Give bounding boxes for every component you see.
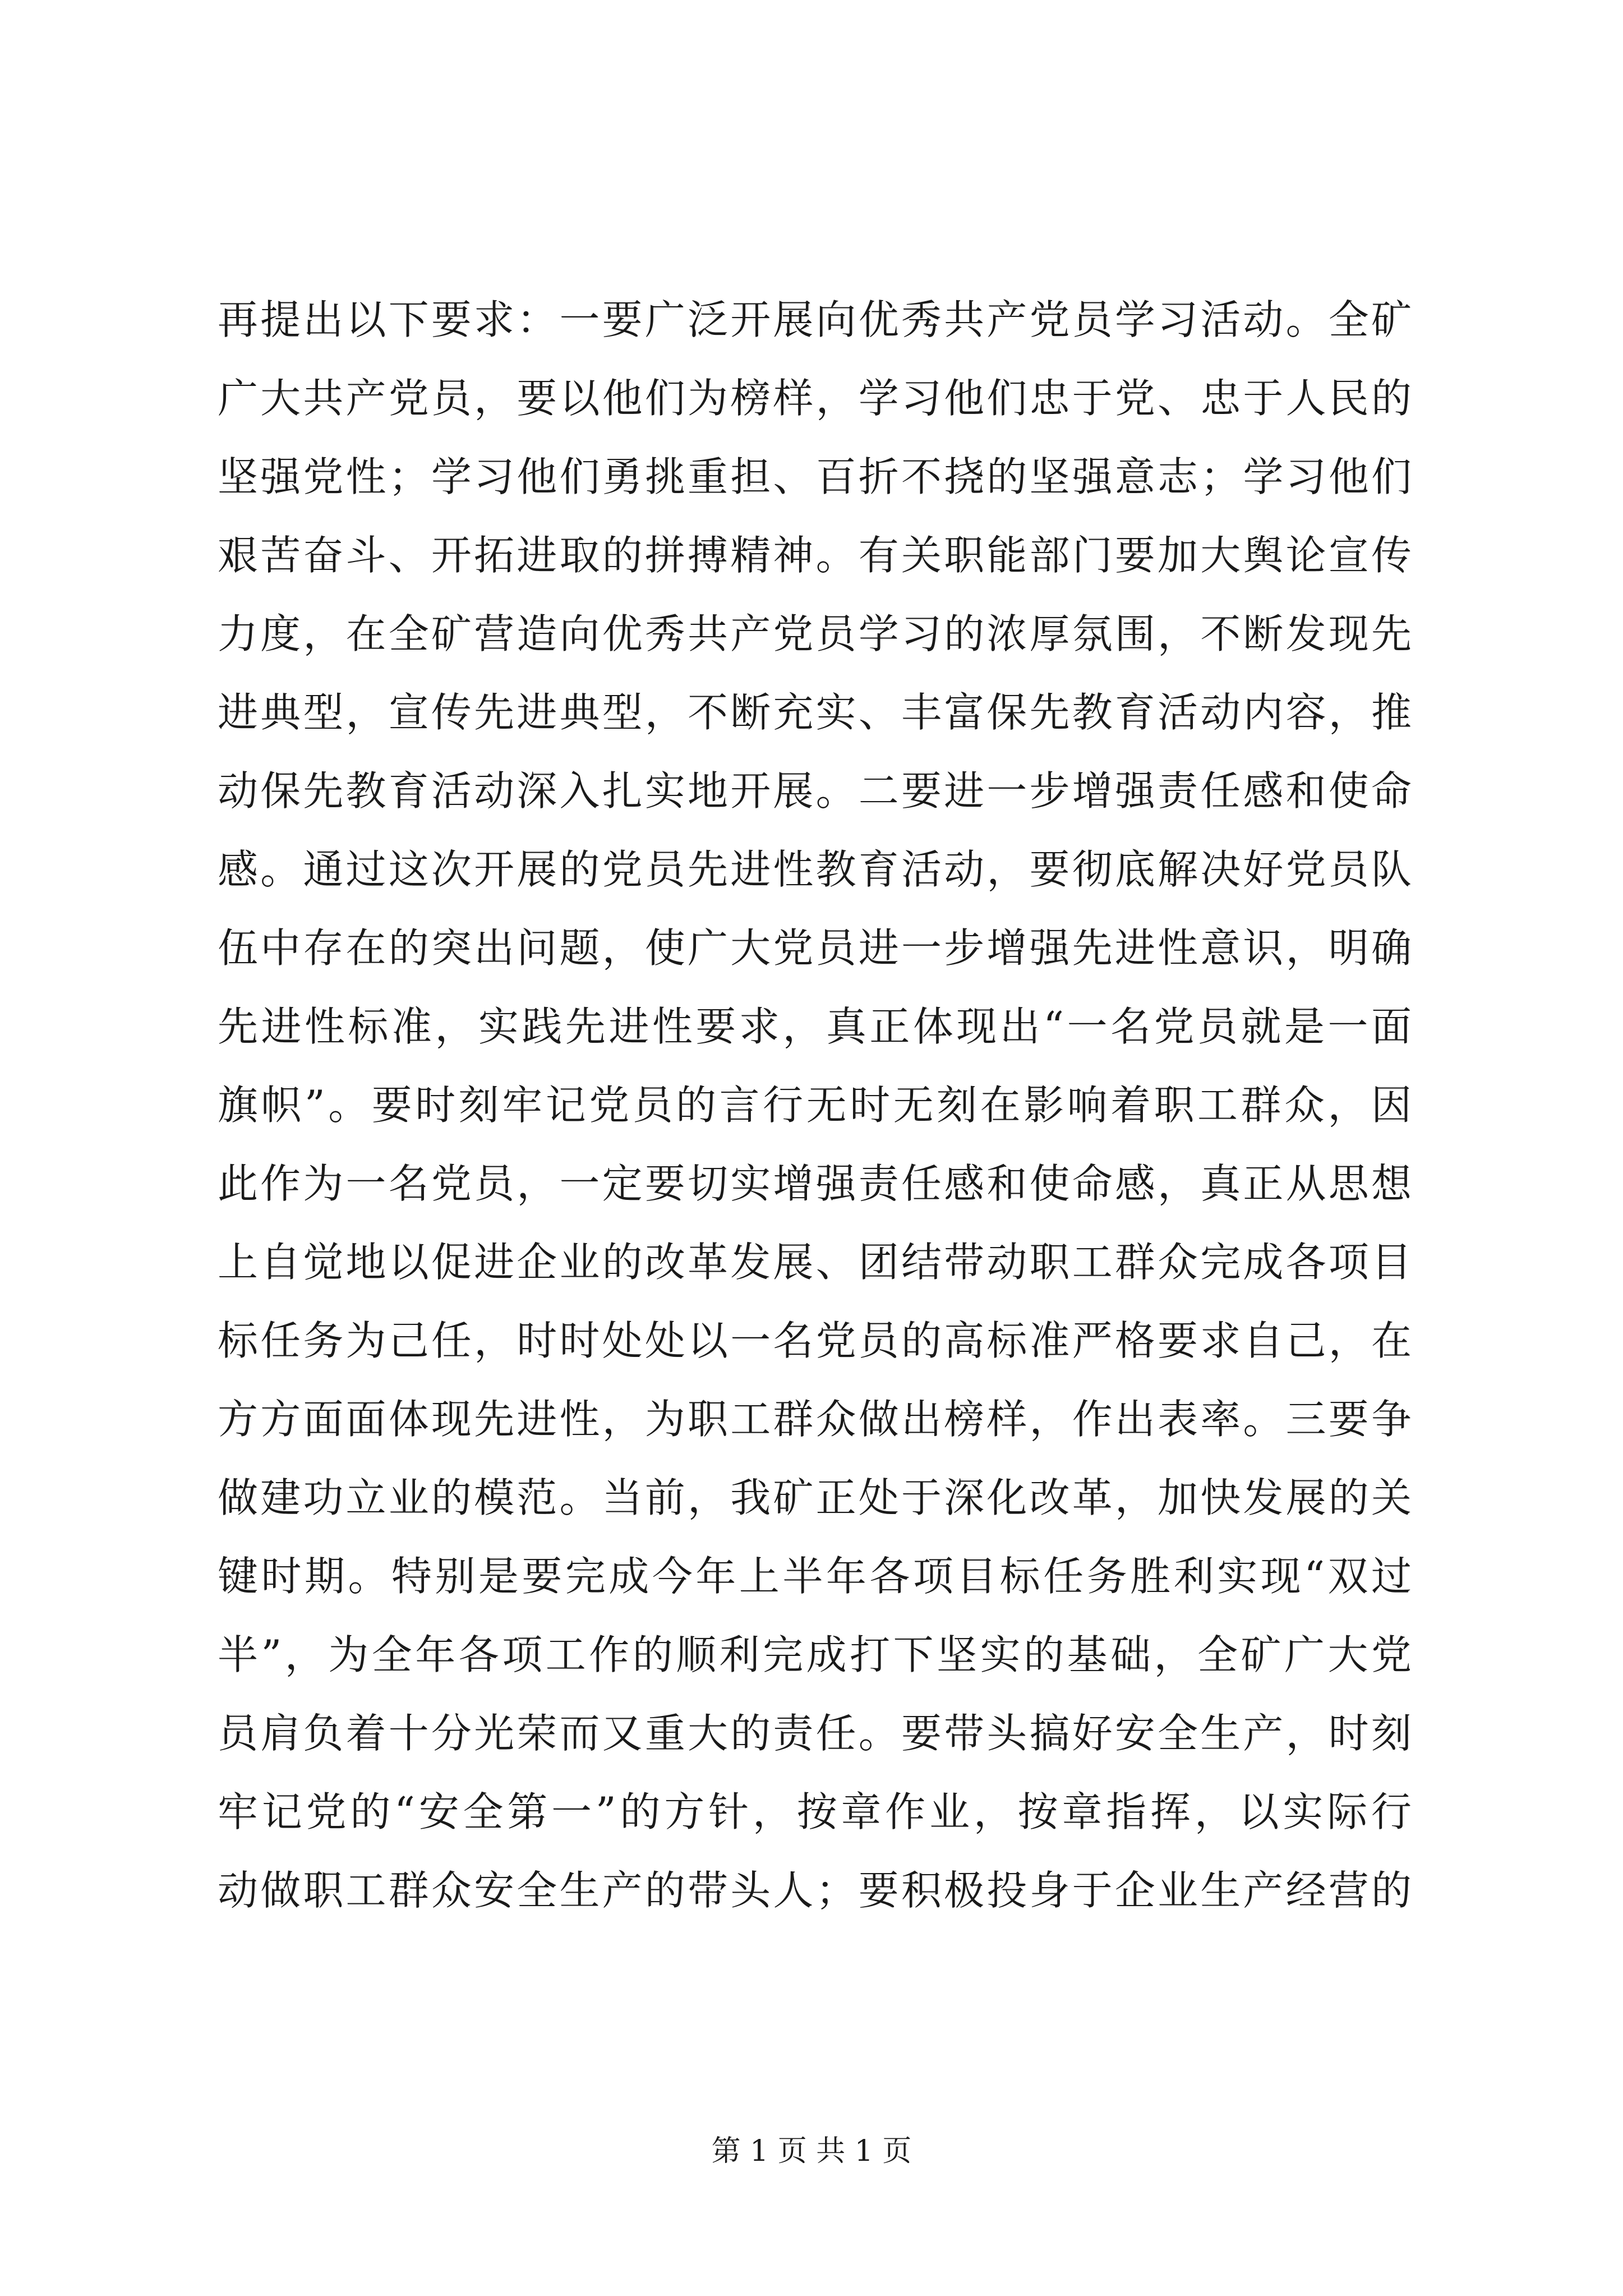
text-line: 感。通过这次开展的党员先进性教育活动，要彻底解决好党员队 bbox=[218, 846, 1412, 893]
text-line: 标任务为己任，时时处处以一名党员的高标准严格要求自己，在 bbox=[218, 1317, 1412, 1364]
text-line: 半”，为全年各项工作的顺利完成打下坚实的基础，全矿广大党 bbox=[218, 1631, 1412, 1678]
text-line: 进典型，宣传先进典型，不断充实、丰富保先教育活动内容，推 bbox=[218, 689, 1412, 736]
text-line: 键时期。特别是要完成今年上半年各项目标任务胜利实现“双过 bbox=[218, 1553, 1412, 1600]
text-line: 先进性标准，实践先进性要求，真正体现出“一名党员就是一面 bbox=[218, 1003, 1412, 1050]
text-line: 再提出以下要求：一要广泛开展向优秀共产党员学习活动。全矿 bbox=[218, 296, 1412, 343]
text-line: 牢记党的“安全第一”的方针，按章作业，按章指挥，以实际行 bbox=[218, 1788, 1412, 1835]
text-line: 坚强党性；学习他们勇挑重担、百折不挠的坚强意志；学习他们 bbox=[218, 453, 1412, 500]
text-line: 动做职工群众安全生产的带头人；要积极投身于企业生产经营的 bbox=[218, 1867, 1412, 1914]
text-line: 此作为一名党员，一定要切实增强责任感和使命感，真正从思想 bbox=[218, 1160, 1412, 1207]
page-number-footer: 第 1 页 共 1 页 bbox=[711, 2134, 912, 2168]
text-line: 动保先教育活动深入扎实地开展。二要进一步增强责任感和使命 bbox=[218, 767, 1412, 815]
text-line: 做建功立业的模范。当前，我矿正处于深化改革，加快发展的关 bbox=[218, 1474, 1412, 1521]
text-line: 伍中存在的突出问题，使广大党员进一步增强先进性意识，明确 bbox=[218, 924, 1412, 972]
text-line: 上自觉地以促进企业的改革发展、团结带动职工群众完成各项目 bbox=[218, 1239, 1412, 1286]
text-line: 艰苦奋斗、开拓进取的拼搏精神。有关职能部门要加大舆论宣传 bbox=[218, 532, 1412, 579]
text-line: 方方面面体现先进性，为职工群众做出榜样，作出表率。三要争 bbox=[218, 1396, 1412, 1443]
text-line: 力度，在全矿营造向优秀共产党员学习的浓厚氛围，不断发现先 bbox=[218, 610, 1412, 657]
text-line: 广大共产党员，要以他们为榜样，学习他们忠于党、忠于人民的 bbox=[218, 375, 1412, 422]
text-line: 旗帜”。要时刻牢记党员的言行无时无刻在影响着职工群众，因 bbox=[218, 1082, 1412, 1129]
body-text bbox=[218, 280, 1412, 1930]
text-line: 员肩负着十分光荣而又重大的责任。要带头搞好安全生产，时刻 bbox=[218, 1710, 1412, 1757]
